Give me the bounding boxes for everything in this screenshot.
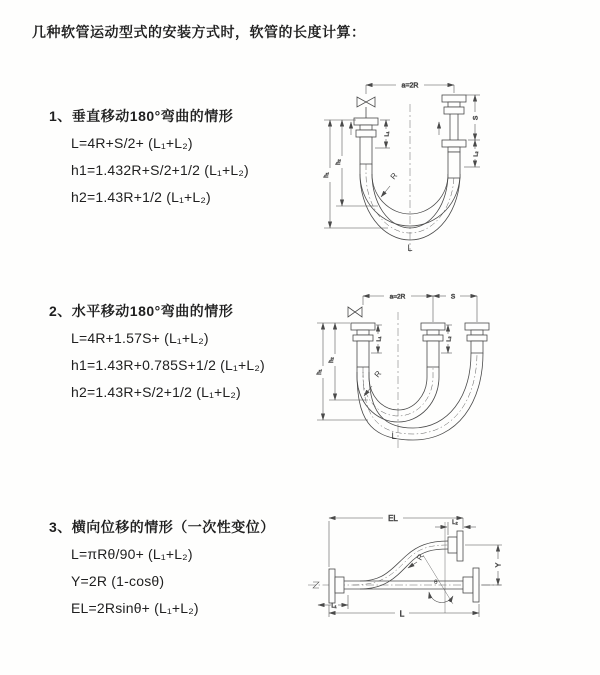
- dim-label-offset: Y: [495, 562, 503, 568]
- dim-length: [329, 604, 479, 619]
- diagram-lateral-displacement: [305, 505, 510, 655]
- radius-label: R: [414, 552, 426, 562]
- dim-label-length: L: [399, 608, 405, 619]
- page-title: 几种软管运动型式的安装方式时，软管的长度计算：: [32, 24, 366, 40]
- dim-label-height2: h₂: [329, 357, 335, 363]
- construction-slant: [423, 555, 453, 604]
- dim-label-left-joint: L₁: [331, 603, 337, 610]
- angle-arc: [429, 592, 453, 602]
- section-1-formula-h1: h1=1.432R+S/2+1/2 (L₁+L₂): [71, 162, 249, 178]
- radius-label: R: [388, 171, 400, 182]
- valve-icon: [348, 307, 362, 317]
- middle-fitting: [421, 323, 445, 367]
- angle-label: θ: [434, 579, 438, 586]
- braid-section: [471, 341, 483, 353]
- length-label: L: [391, 431, 397, 441]
- section-3-formula-l: L=πRθ/90+ (L₁+L₂): [71, 546, 193, 562]
- dim-label-height2: h₂: [336, 159, 342, 165]
- right-upper-flange: [448, 531, 463, 561]
- radius-label: R: [372, 369, 384, 380]
- dim-stroke: [433, 294, 477, 323]
- dim-label-stroke: S: [472, 115, 480, 121]
- right-fitting-positions: [442, 95, 466, 178]
- dim-label-stroke: S: [450, 293, 456, 301]
- braid-section: [360, 137, 372, 164]
- section-2-heading: 2、水平移动180°弯曲的情形: [49, 303, 234, 319]
- radius-callout: [408, 552, 426, 568]
- dim-label-right-joint: L₂: [446, 336, 453, 342]
- length-label: L: [407, 243, 413, 253]
- braid-section: [427, 341, 439, 367]
- section-3-formula-el: EL=2Rsinθ+ (L₁+L₂): [71, 600, 199, 616]
- braid-section: [357, 341, 369, 367]
- dim-label-left-joint: L₁: [384, 131, 391, 137]
- left-fitting: [354, 118, 378, 164]
- diagram-vertical-180-bend: [310, 70, 510, 260]
- left-fitting: [351, 323, 375, 367]
- dim-label-left-joint: L₁: [376, 336, 383, 342]
- section-1-heading: 1、垂直移动180°弯曲的情形: [49, 108, 234, 124]
- section-2-formula-h2: h2=1.43R+S/2+1/2 (L₁+L₂): [71, 384, 241, 400]
- radius-callout: [381, 171, 399, 197]
- section-3-formula-y: Y=2R (1-cosθ): [71, 573, 165, 589]
- section-1-formula-l: L=4R+S/2+ (L₁+L₂): [71, 135, 193, 151]
- section-1-formula-h2: h2=1.43R+1/2 (L₁+L₂): [71, 189, 211, 205]
- right-lower-flange: [463, 568, 479, 602]
- valve-icon: [357, 97, 375, 118]
- dim-stroke: [466, 95, 480, 140]
- diagram-horizontal-180-bend: [308, 282, 498, 457]
- braid-section: [448, 152, 460, 178]
- section-2-formula-h1: h1=1.43R+0.785S+1/2 (L₁+L₂): [71, 357, 265, 373]
- dim-label-span: a=2R: [401, 82, 419, 90]
- dim-label-height1: h₁: [324, 172, 330, 178]
- hose-u-bend-positions: [357, 353, 483, 440]
- dim-el: [329, 514, 463, 567]
- radius-callout: [364, 369, 383, 396]
- dim-span: [366, 83, 454, 95]
- dim-label-right-joint: L₂: [452, 520, 458, 526]
- section-3-heading: 3、横向位移的情形（一次性变位）: [49, 519, 275, 535]
- dim-label-el: EL: [388, 514, 398, 523]
- dim-label-right-joint: L₂: [473, 151, 480, 157]
- section-2-formula-l: L=4R+1.57S+ (L₁+L₂): [71, 330, 209, 346]
- right-fitting: [465, 323, 489, 353]
- dim-label-height1: h₁: [317, 369, 323, 375]
- dim-label-span: a=2R: [389, 293, 406, 301]
- left-flange: [329, 569, 344, 603]
- dim-right-joint: [435, 520, 476, 535]
